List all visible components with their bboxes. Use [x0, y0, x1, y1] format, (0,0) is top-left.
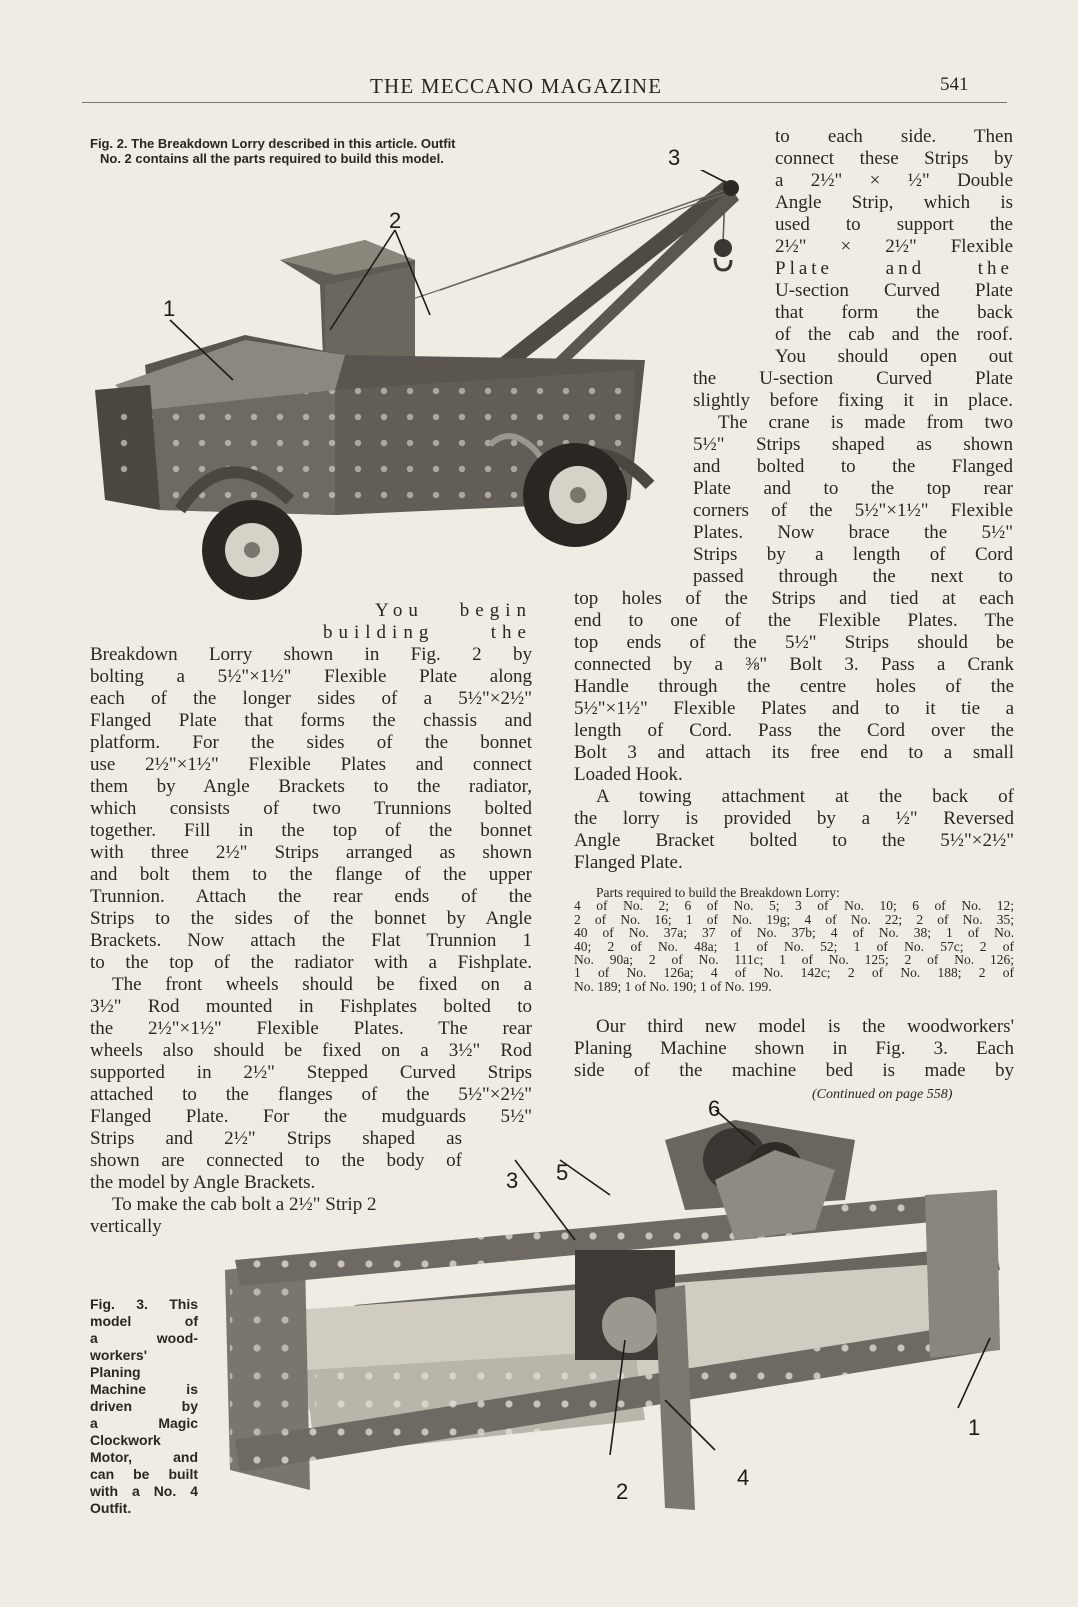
text-line: the model by Angle Brackets.	[90, 1172, 316, 1193]
text-line: used to support the	[775, 214, 1013, 235]
fig2-breakdown-lorry-photo	[85, 170, 745, 610]
parts-line: 4 of No. 2; 6 of No. 5; 3 of No. 10; 6 of No. 12;	[574, 898, 1014, 914]
text-line: slightly before fixing it in place.	[693, 390, 1013, 411]
fig3-caption-line: with a No. 4	[90, 1483, 198, 1499]
text-line: the lorry is provided by a ½" Reversed	[574, 808, 1014, 829]
fig3-callout-2: 2	[616, 1479, 629, 1504]
text-line: Breakdown Lorry shown in Fig. 2 by	[90, 644, 532, 665]
text-line: vertically	[90, 1216, 162, 1237]
text-line: Strips by a length of Cord	[693, 544, 1013, 565]
fig3-caption-line: Planing	[90, 1364, 141, 1380]
text-line: Our third new model is the woodworkers'	[596, 1016, 1014, 1037]
fig2-callout-2: 2	[389, 208, 402, 233]
parts-line: 2 of No. 16; 1 of No. 19g; 4 of No. 22; 2 of No. 35;	[574, 911, 1014, 927]
fig2-callout-1: 1	[163, 296, 176, 321]
parts-line: No. 189; 1 of No. 190; 1 of No. 199.	[574, 978, 772, 994]
page-number: 541	[940, 74, 969, 95]
text-line: the 2½"×1½" Flexible Plates. The rear	[90, 1018, 532, 1039]
fig3-caption-line: Motor, and	[90, 1449, 198, 1465]
parts-line: 40 of No. 37a; 37 of No. 37b; 4 of No. 38; 1 of No.	[574, 925, 1014, 941]
text-line: 3½" Rod mounted in Fishplates bolted to	[90, 996, 532, 1017]
text-line: with three 2½" Strips arranged as shown	[90, 842, 532, 863]
fig3-caption-line: a Magic	[90, 1415, 198, 1431]
text-line: You begin	[375, 600, 532, 621]
text-line: Angle Bracket bolted to the 5½"×2½"	[574, 830, 1014, 851]
text-line: and bolted to the Flanged	[693, 456, 1013, 477]
fig3-callout-1: 1	[968, 1415, 981, 1440]
text-line: together. Fill in the top of the bonnet	[90, 820, 532, 841]
text-line: top holes of the Strips and tied at each	[574, 588, 1014, 609]
text-line: each of the longer sides of a 5½"×2½"	[90, 688, 532, 709]
parts-line: No. 90a; 2 of No. 111c; 1 of No. 125; 2 of No. 126;	[574, 952, 1014, 968]
text-line: Plate and to the top rear	[693, 478, 1013, 499]
header-rule	[82, 102, 1007, 103]
right-column-mid-text	[693, 368, 1013, 434]
fig3-callout-3: 3	[506, 1168, 519, 1193]
text-line: to each side. Then	[775, 126, 1013, 147]
magazine-title: THE MECCANO MAGAZINE	[370, 74, 663, 98]
fig3-caption-line: Fig. 3. This	[90, 1296, 198, 1312]
continued-note: (Continued on page 558)	[812, 1087, 953, 1102]
text-line: Flanged Plate that forms the chassis and	[90, 710, 532, 731]
text-line: top ends of the 5½" Strips should be	[574, 632, 1014, 653]
right-column-top-text	[775, 126, 1013, 368]
parts-list	[574, 886, 1014, 993]
text-line: passed through the next to	[693, 566, 1013, 587]
fig2-caption	[90, 136, 610, 166]
text-line: a 2½" × ½" Double	[775, 170, 1013, 191]
text-line: side of the machine bed is made by	[574, 1060, 1014, 1081]
fig3-caption-line: driven by	[90, 1398, 198, 1414]
text-line: Strips to the sides of the bonnet by Angle	[90, 908, 532, 929]
text-line: end to one of the Flexible Plates. The	[574, 610, 1014, 631]
text-line: You should open out	[775, 346, 1013, 367]
planing-text	[574, 1016, 1014, 1082]
text-line: use 2½"×1½" Flexible Plates and connect	[90, 754, 532, 775]
text-line: of the cab and the roof.	[775, 324, 1013, 345]
text-line: The crane is made from two	[718, 412, 1013, 433]
text-line: Plates. Now brace the 5½"	[693, 522, 1013, 543]
text-line: connected by a ⅜" Bolt 3. Pass a Crank	[574, 654, 1014, 675]
fig3-caption	[90, 1296, 198, 1517]
fig3-caption-line: can be built	[90, 1466, 198, 1482]
text-line: and bolt them to the flange of the upper	[90, 864, 532, 885]
text-line: Flanged Plate. For the mudguards 5½"	[90, 1106, 532, 1127]
text-line: to the top of the radiator with a Fishplate.	[90, 952, 532, 973]
fig3-caption-line: Clockwork	[90, 1432, 161, 1448]
text-line: Strips and 2½" Strips shaped as	[90, 1128, 462, 1149]
text-line: Bolt 3 and attach its free end to a small	[574, 742, 1014, 763]
fig3-caption-line: workers'	[90, 1347, 148, 1363]
parts-line: 40; 2 of No. 48a; 1 of No. 52; 1 of No. 57c; 2 of	[574, 938, 1014, 954]
fig3-planing-machine-photo	[215, 1110, 1025, 1510]
right-column-bottom-text	[574, 588, 1014, 874]
text-line: shown are connected to the body of	[90, 1150, 462, 1171]
text-line: length of Cord. Pass the Cord over the	[574, 720, 1014, 741]
fig2-caption-line: No. 2 contains all the parts required to build this model.	[100, 151, 444, 166]
parts-line: 1 of No. 126a; 4 of No. 142c; 2 of No. 188; 2 of	[574, 965, 1014, 981]
text-line: supported in 2½" Stepped Curved Strips	[90, 1062, 532, 1083]
text-line: corners of the 5½"×1½" Flexible	[693, 500, 1013, 521]
fig3-caption-line: Outfit.	[90, 1500, 132, 1516]
fig3-caption-line: model of	[90, 1313, 198, 1329]
parts-line: Parts required to build the Breakdown Lorry:	[596, 885, 840, 900]
text-line: 5½"×1½" Flexible Plates and to it tie a	[574, 698, 1014, 719]
fig3-caption-line: a wood-	[90, 1330, 198, 1346]
text-line: Planing Machine shown in Fig. 3. Each	[574, 1038, 1014, 1059]
fig2-caption-line: Fig. 2. The Breakdown Lorry described in this article. Outfit	[90, 136, 456, 151]
text-line: the U-section Curved Plate	[693, 368, 1013, 389]
text-line: building the	[323, 622, 532, 643]
text-line: them by Angle Brackets to the radiator,	[90, 776, 532, 797]
right-column-crane-text	[693, 434, 1013, 588]
text-line: that form the back	[775, 302, 1013, 323]
text-line: bolting a 5½"×1½" Flexible Plate along	[90, 666, 532, 687]
text-line: 2½" × 2½" Flexible	[775, 236, 1013, 257]
fig3-callout-4: 4	[737, 1465, 750, 1490]
text-line: 5½" Strips shaped as shown	[693, 434, 1013, 455]
fig2-callout-3: 3	[668, 145, 681, 170]
text-line: Handle through the centre holes of the	[574, 676, 1014, 697]
text-line: platform. For the sides of the bonnet	[90, 732, 532, 753]
text-line: which consists of two Trunnions bolted	[90, 798, 532, 819]
text-line: attached to the flanges of the 5½"×2½"	[90, 1084, 532, 1105]
text-line: A towing attachment at the back of	[596, 786, 1014, 807]
text-line: Plate and the	[775, 258, 1013, 279]
text-line: U-section Curved Plate	[775, 280, 1013, 301]
text-line: Loaded Hook.	[574, 764, 683, 785]
fig3-callout-6: 6	[708, 1096, 721, 1121]
text-line: Flanged Plate.	[574, 852, 683, 873]
fig3-caption-line: Machine is	[90, 1381, 198, 1397]
text-line: Trunnion. Attach the rear ends of the	[90, 886, 532, 907]
text-line: wheels also should be fixed on a 3½" Rod	[90, 1040, 532, 1061]
text-line: To make the cab bolt a 2½" Strip 2	[112, 1194, 377, 1215]
text-line: The front wheels should be fixed on a	[112, 974, 532, 995]
text-line: connect these Strips by	[775, 148, 1013, 169]
fig3-callout-5: 5	[556, 1160, 569, 1185]
text-line: Brackets. Now attach the Flat Trunnion 1	[90, 930, 532, 951]
text-line: Angle Strip, which is	[775, 192, 1013, 213]
